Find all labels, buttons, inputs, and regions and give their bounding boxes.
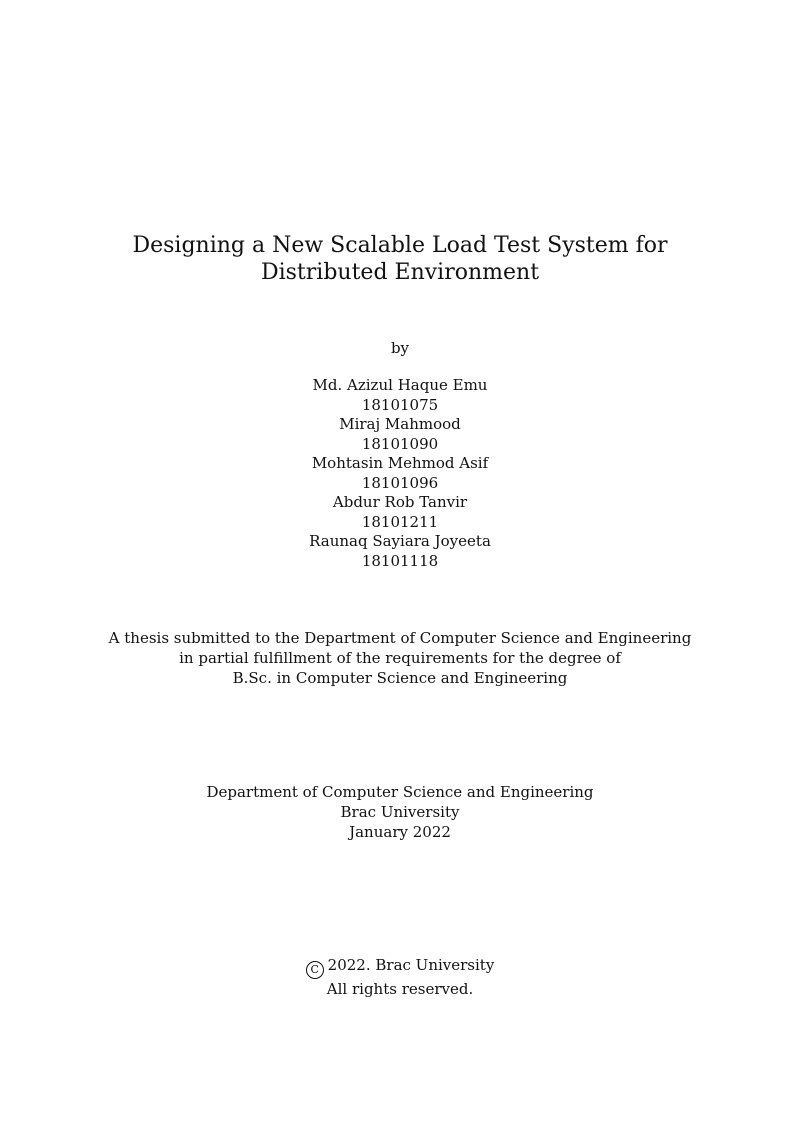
submission-date: January 2022 xyxy=(349,823,451,841)
author-id: 18101118 xyxy=(361,551,439,570)
author-name: Raunaq Sayiara Joyeeta xyxy=(309,532,491,550)
copyright-line xyxy=(0,955,800,979)
rights-reserved: All rights reserved. xyxy=(326,980,474,998)
copyright-block xyxy=(0,955,800,999)
author-name: Miraj Mahmood xyxy=(339,415,461,433)
statement-line-2: in partial fulfillment of the requirements for the degree of xyxy=(179,649,621,667)
university-name: Brac University xyxy=(340,803,460,821)
copyright-icon: C xyxy=(306,961,324,979)
thesis-title xyxy=(0,232,800,286)
by-label: by xyxy=(390,339,410,357)
thesis-title-line-1: Designing a New Scalable Load Test System for xyxy=(132,233,668,258)
author-id: 18101096 xyxy=(361,473,439,492)
author-list xyxy=(0,376,800,571)
institution-block xyxy=(0,782,800,842)
statement-line-3: B.Sc. in Computer Science and Engineering xyxy=(232,669,568,687)
author-name: Mohtasin Mehmod Asif xyxy=(311,454,489,472)
thesis-title-line-2: Distributed Environment xyxy=(260,260,540,285)
author-id: 18101090 xyxy=(361,434,439,453)
author-id: 18101211 xyxy=(361,512,439,531)
submission-statement xyxy=(0,628,800,688)
author-name: Md. Azizul Haque Emu xyxy=(312,376,488,394)
author-id: 18101075 xyxy=(361,395,439,414)
department-name: Department of Computer Science and Engineering xyxy=(206,783,594,801)
statement-line-1: A thesis submitted to the Department of Computer Science and Engineering xyxy=(108,629,692,647)
copyright-text: 2022. Brac University xyxy=(327,956,495,974)
author-name: Abdur Rob Tanvir xyxy=(332,493,468,511)
